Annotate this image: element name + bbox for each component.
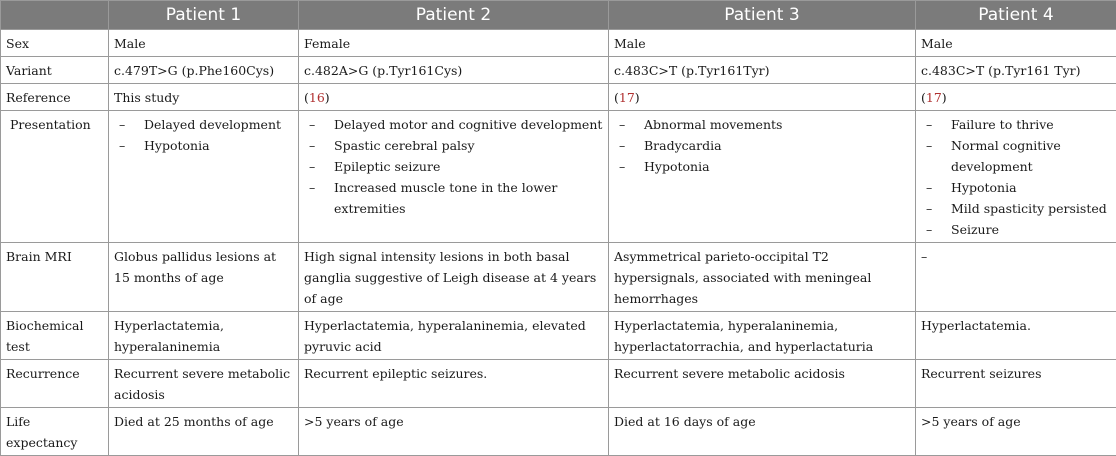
cell-sex-patient-3: Male — [609, 30, 916, 57]
presentation-list-item: – Increased muscle tone in the lower extremities — [334, 177, 603, 219]
cell-reference-patient-3 — [609, 84, 916, 111]
reference-open-paren: ( — [921, 90, 926, 105]
presentation-list-item: – Hypotonia — [144, 135, 293, 156]
cell-recurrence-patient-2: Recurrent epileptic seizures. — [299, 360, 609, 408]
row-brain-mri — [1, 243, 1116, 312]
reference-link[interactable]: 17 — [619, 90, 635, 105]
cell-life-patient-4: >5 years of age — [916, 408, 1116, 456]
row-variant — [1, 57, 1116, 84]
cell-sex-patient-2: Female — [299, 30, 609, 57]
cell-biochem-patient-1: Hyperlactatemia, hyperalaninemia — [109, 312, 299, 360]
row-label-brain-mri: Brain MRI — [1, 243, 109, 312]
presentation-list-item: – Delayed development — [144, 114, 293, 135]
presentation-list — [304, 114, 603, 219]
reference-open-paren: ( — [614, 90, 619, 105]
cell-presentation-patient-1 — [109, 111, 299, 243]
cell-variant-patient-4: c.483C>T (p.Tyr161 Tyr) — [916, 57, 1116, 84]
header-patient-1: Patient 1 — [109, 1, 299, 30]
cell-biochem-patient-3: Hyperlactatemia, hyperalaninemia, hyperlactatorrachia, and hyperlactaturia — [609, 312, 916, 360]
header-patient-4: Patient 4 — [916, 1, 1116, 30]
cell-mri-patient-1: Globus pallidus lesions at 15 months of age — [109, 243, 299, 312]
cell-sex-patient-1: Male — [109, 30, 299, 57]
header-row — [1, 1, 1116, 30]
row-label-presentation: Presentation — [1, 111, 109, 243]
presentation-list-item: – Hypotonia — [644, 156, 910, 177]
presentation-list-item: – Epileptic seizure — [334, 156, 603, 177]
cell-life-patient-3: Died at 16 days of age — [609, 408, 916, 456]
presentation-list-item: – Normal cognitive development — [951, 135, 1111, 177]
presentation-list — [614, 114, 910, 177]
reference-close-paren: ) — [635, 90, 640, 105]
row-biochemical-test — [1, 312, 1116, 360]
row-label-variant: Variant — [1, 57, 109, 84]
cell-biochem-patient-4: Hyperlactatemia. — [916, 312, 1116, 360]
row-life-expectancy — [1, 408, 1116, 456]
presentation-list-item: – Delayed motor and cognitive development — [334, 114, 603, 135]
reference-open-paren: ( — [304, 90, 309, 105]
presentation-list-item: – Bradycardia — [644, 135, 910, 156]
cell-biochem-patient-2: Hyperlactatemia, hyperalaninemia, elevated pyruvic acid — [299, 312, 609, 360]
reference-link[interactable]: 17 — [926, 90, 942, 105]
row-reference — [1, 84, 1116, 111]
presentation-list — [114, 114, 293, 156]
cell-mri-patient-3: Asymmetrical parieto-occipital T2 hypersignals, associated with meningeal hemorrhages — [609, 243, 916, 312]
presentation-list-item: – Mild spasticity persisted — [951, 198, 1111, 219]
reference-close-paren: ) — [325, 90, 330, 105]
cell-variant-patient-2: c.482A>G (p.Tyr161Cys) — [299, 57, 609, 84]
presentation-list-item: – Spastic cerebral palsy — [334, 135, 603, 156]
reference-close-paren: ) — [942, 90, 947, 105]
presentation-list-item: – Abnormal movements — [644, 114, 910, 135]
cell-life-patient-2: >5 years of age — [299, 408, 609, 456]
row-recurrence — [1, 360, 1116, 408]
row-label-life-expectancy: Life expectancy — [1, 408, 109, 456]
header-patient-3: Patient 3 — [609, 1, 916, 30]
reference-link[interactable]: 16 — [309, 90, 325, 105]
cell-presentation-patient-3 — [609, 111, 916, 243]
presentation-list-item: – Hypotonia — [951, 177, 1111, 198]
cell-reference-patient-1: This study — [109, 84, 299, 111]
cell-life-patient-1: Died at 25 months of age — [109, 408, 299, 456]
row-sex — [1, 30, 1116, 57]
presentation-list — [921, 114, 1111, 240]
cell-presentation-patient-2 — [299, 111, 609, 243]
row-label-biochemical-test: Biochemical test — [1, 312, 109, 360]
cell-mri-patient-2: High signal intensity lesions in both basal ganglia suggestive of Leigh disease at 4 years of age — [299, 243, 609, 312]
presentation-list-item: – Failure to thrive — [951, 114, 1111, 135]
header-patient-2: Patient 2 — [299, 1, 609, 30]
cell-recurrence-patient-4: Recurrent seizures — [916, 360, 1116, 408]
cell-variant-patient-3: c.483C>T (p.Tyr161Tyr) — [609, 57, 916, 84]
cell-reference-patient-2 — [299, 84, 609, 111]
presentation-list-item: – Seizure — [951, 219, 1111, 240]
row-label-reference: Reference — [1, 84, 109, 111]
row-label-sex: Sex — [1, 30, 109, 57]
header-corner-cell — [1, 1, 109, 30]
cell-presentation-patient-4 — [916, 111, 1116, 243]
cell-reference-patient-4 — [916, 84, 1116, 111]
row-presentation — [1, 111, 1116, 243]
row-label-recurrence: Recurrence — [1, 360, 109, 408]
cell-sex-patient-4: Male — [916, 30, 1116, 57]
cell-variant-patient-1: c.479T>G (p.Phe160Cys) — [109, 57, 299, 84]
cell-recurrence-patient-1: Recurrent severe metabolic acidosis — [109, 360, 299, 408]
cell-mri-patient-4: – — [916, 243, 1116, 312]
cell-recurrence-patient-3: Recurrent severe metabolic acidosis — [609, 360, 916, 408]
